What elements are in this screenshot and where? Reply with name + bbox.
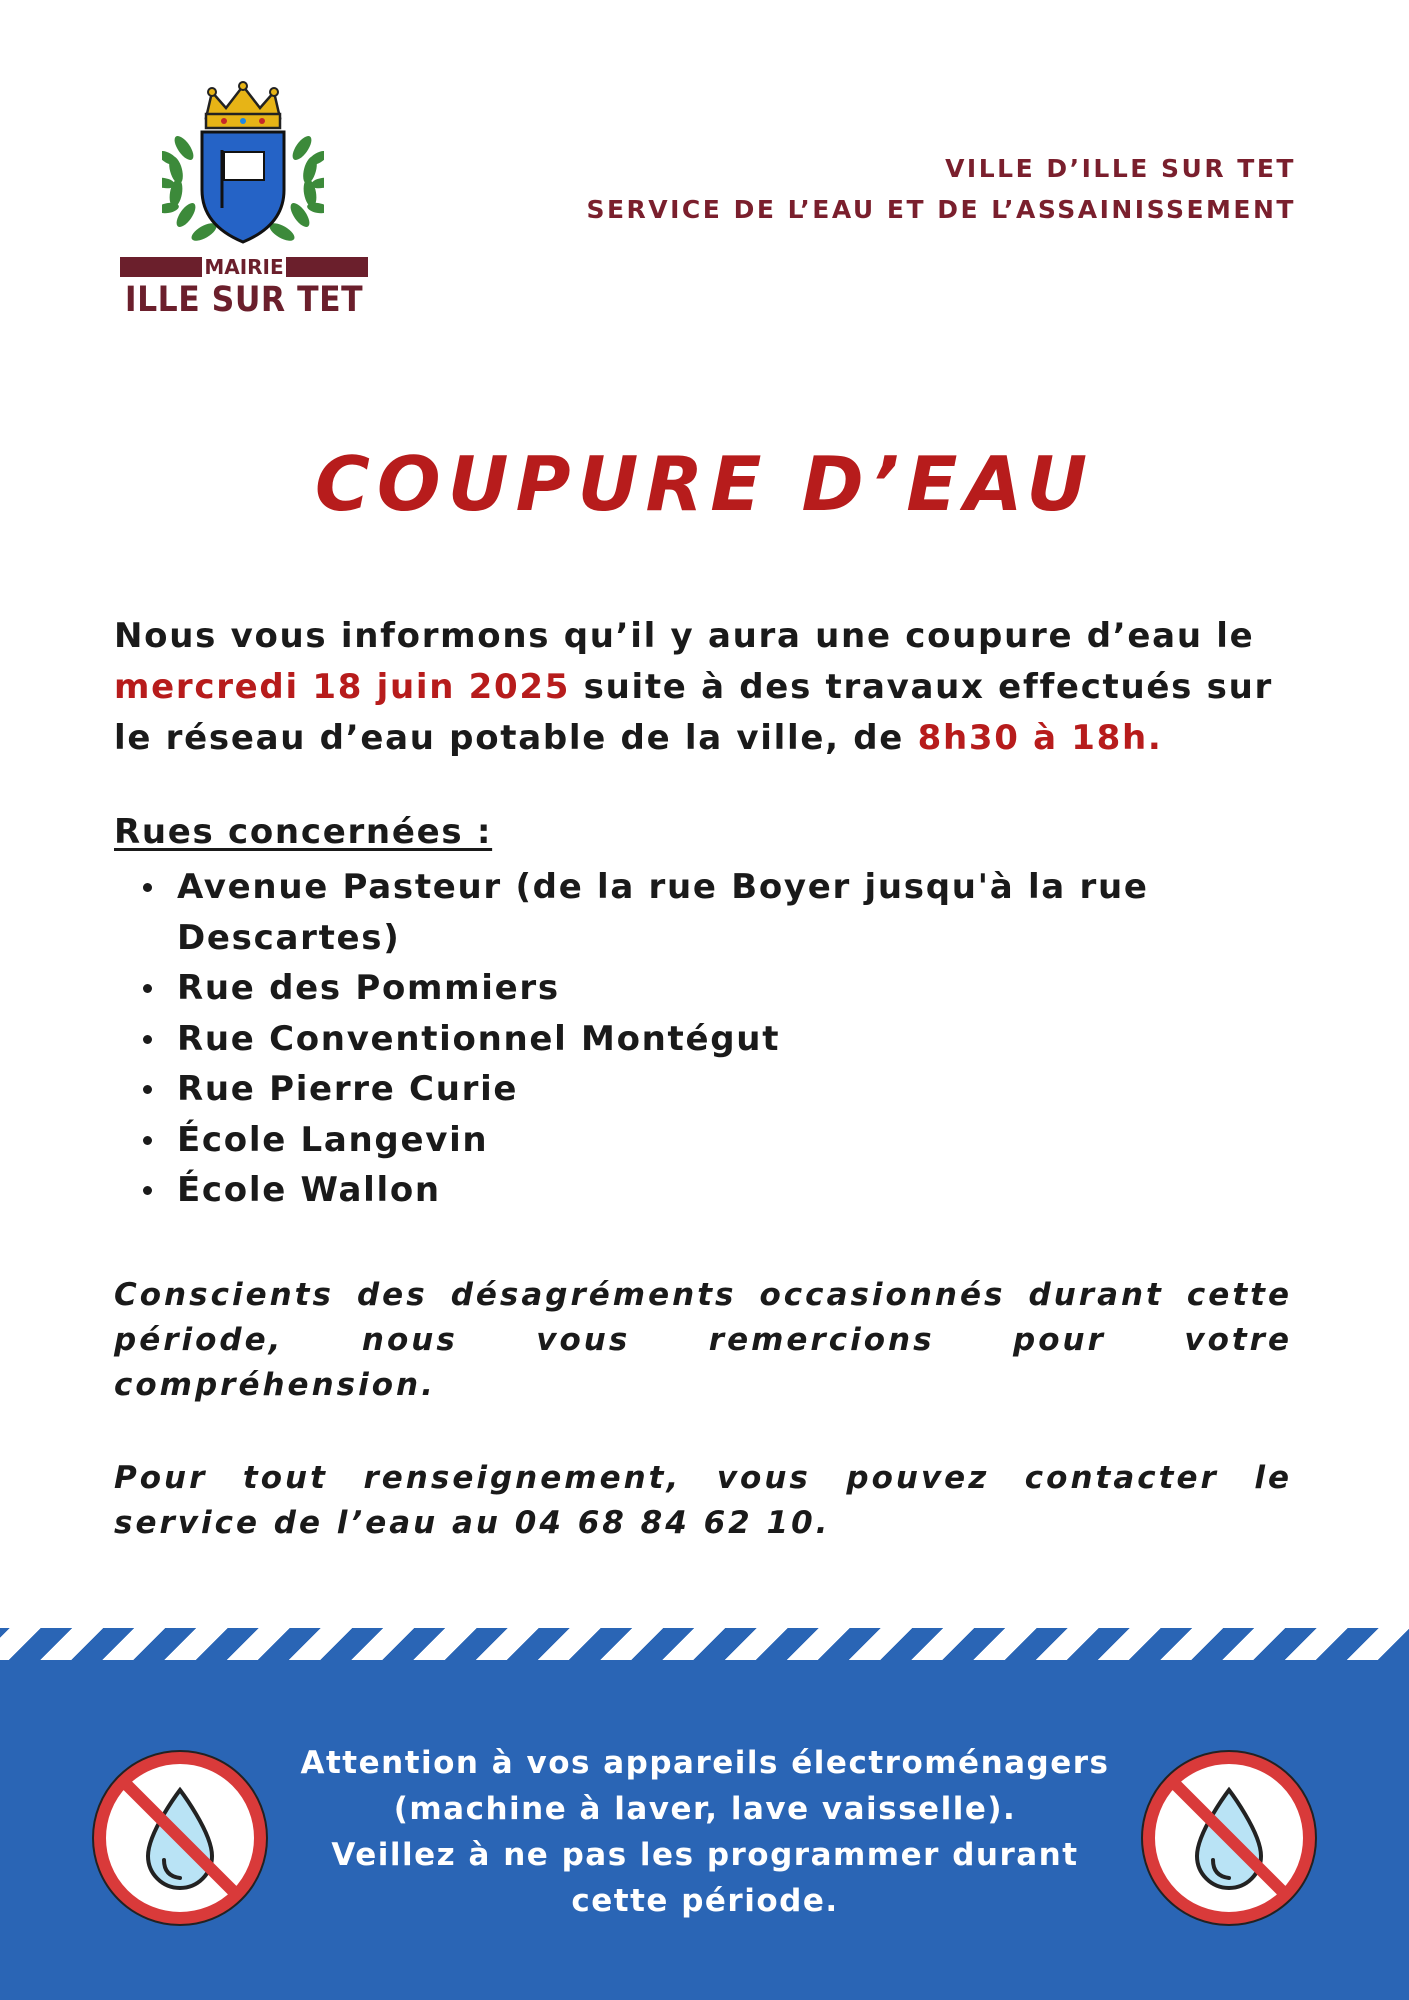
bullet-icon <box>143 1186 152 1195</box>
list-item <box>114 862 1214 963</box>
banner-line: cette période. <box>571 1883 839 1919</box>
street-name: Rue des Pommiers <box>177 968 560 1008</box>
street-name: Avenue Pasteur (de la rue Boyer jusqu'à la rue Descartes) <box>177 867 1149 958</box>
list-item <box>114 1165 1214 1216</box>
list-item <box>114 963 1214 1014</box>
banner-line: Attention à vos appareils électroménagers <box>300 1745 1110 1781</box>
header-line-service: SERVICE DE L’EAU ET DE L’ASSAINISSEMENT <box>586 195 1296 224</box>
streets-heading: Rues concernées : <box>114 812 493 852</box>
bullet-icon <box>143 883 152 892</box>
intro-text-start: Nous vous informons qu’il y aura une coupure d’eau le <box>114 616 1255 656</box>
street-name: Rue Conventionnel Montégut <box>177 1018 781 1059</box>
bullet-icon <box>143 1136 152 1145</box>
streets-list <box>114 862 1214 1216</box>
banner-warning-text <box>260 1740 1150 1924</box>
bullet-icon <box>143 1035 152 1044</box>
banner-line: Veillez à ne pas les programmer durant <box>331 1837 1079 1873</box>
intro-date: mercredi 18 juin 2025 <box>114 667 571 707</box>
street-name: École Wallon <box>177 1170 441 1210</box>
intro-paragraph <box>114 611 1298 764</box>
mairie-logo <box>112 80 374 330</box>
list-item <box>114 1014 1214 1065</box>
no-water-icon <box>84 1742 276 1934</box>
list-item <box>114 1064 1214 1115</box>
banner-line: (machine à laver, lave vaisselle). <box>393 1791 1017 1827</box>
logo-mairie-label: MAIRIE <box>202 255 286 279</box>
bullet-icon <box>143 1085 152 1094</box>
logo-town-name: ILLE SUR TET <box>124 280 364 320</box>
bullet-icon <box>143 984 152 993</box>
street-name: Rue Pierre Curie <box>177 1069 519 1109</box>
no-water-icon <box>1133 1742 1325 1934</box>
closing-thanks-paragraph: Conscients des désagréments occasionnés durant cette période, nous vous remercions pour votre compréhension. <box>114 1277 1292 1403</box>
page-title: COUPURE D’EAU <box>314 440 1095 528</box>
list-item <box>114 1115 1214 1166</box>
striped-divider <box>0 1628 1409 1660</box>
intro-text-middle: suite à des travaux effectués sur le réseau d’eau potable de la ville, de <box>114 667 1273 758</box>
header-line-city: VILLE D’ILLE SUR TET <box>945 154 1296 183</box>
intro-time: 8h30 à 18h. <box>917 718 1163 758</box>
street-name: École Langevin <box>177 1119 489 1160</box>
coat-of-arms-icon <box>162 80 324 250</box>
header-organization <box>586 148 1296 230</box>
closing-contact-paragraph: Pour tout renseignement, vous pouvez contacter le service de l’eau au 04 68 84 62 10. <box>114 1460 1292 1541</box>
